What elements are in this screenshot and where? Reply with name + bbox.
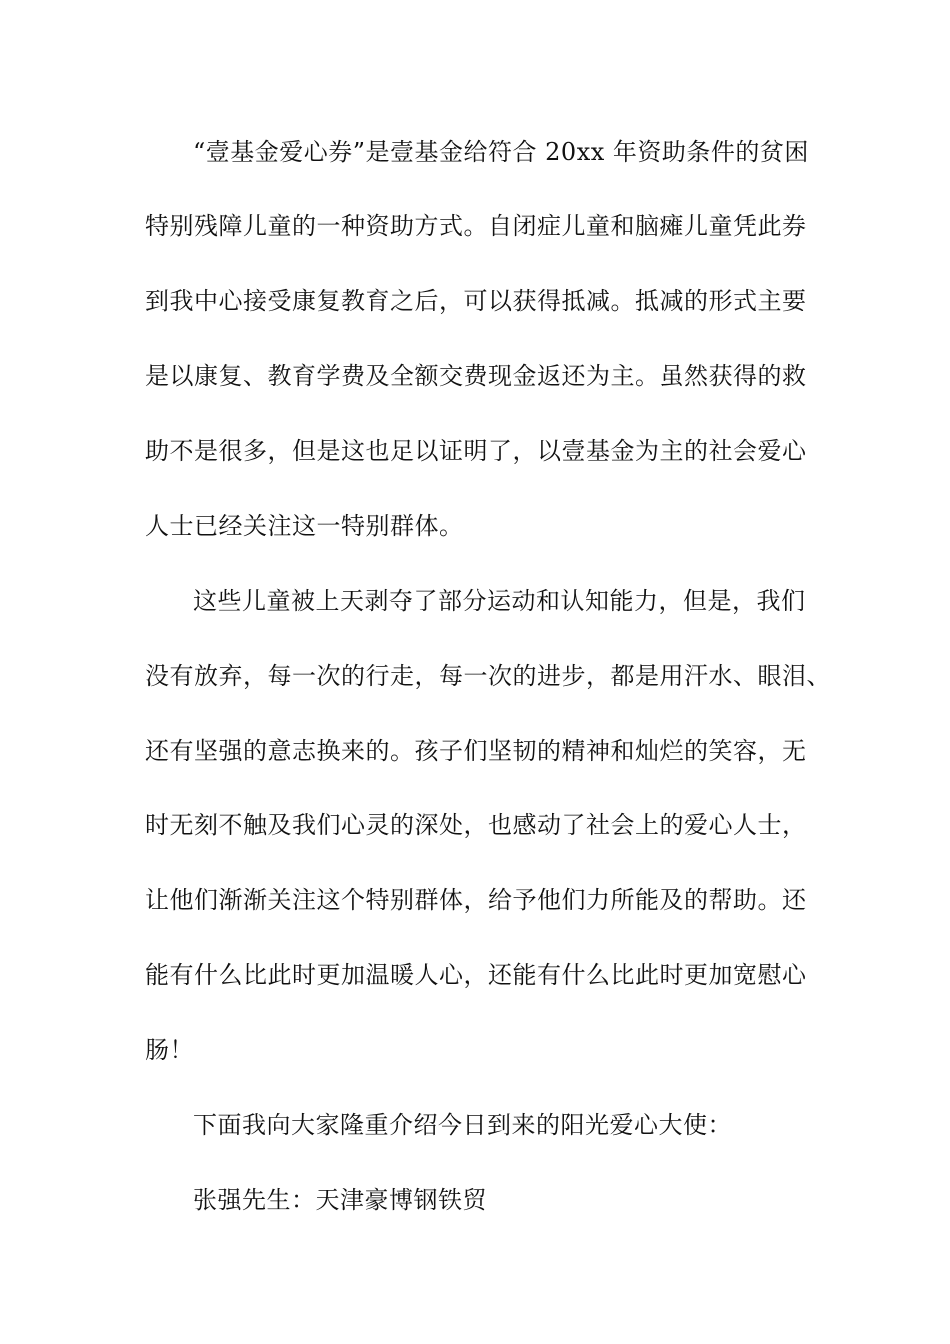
paragraph-2-line-3: 还有坚强的意志换来的。孩子们坚韧的精神和灿烂的笑容，无 [145,737,807,765]
paragraph-1-line-2: 特别残障儿童的一种资助方式。自闭症儿童和脑瘫儿童凭此券 [145,212,807,240]
paragraph-1-line-5: 助不是很多，但是这也足以证明了，以壹基金为主的社会爱心 [145,437,807,465]
paragraph-1-line-4: 是以康复、教育学费及全额交费现金返还为主。虽然获得的救 [145,362,807,390]
paragraph-1-line-1: “壹基金爱心券”是壹基金给符合 20xx 年资助条件的贫困 [193,138,809,166]
paragraph-1-line-6: 人士已经关注这一特别群体。 [145,512,464,540]
paragraph-3-line-1: 下面我向大家隆重介绍今日到来的阳光爱心大使： [193,1111,732,1139]
paragraph-4-line-1: 张强先生：天津豪博钢铁贸 [193,1186,487,1214]
paragraph-2-line-6: 能有什么比此时更加温暖人心，还能有什么比此时更加宽慰心 [145,961,807,989]
paragraph-2-line-2: 没有放弃，每一次的行走，每一次的进步，都是用汗水、眼泪、 [145,662,831,690]
paragraph-2-line-7: 肠！ [145,1036,194,1064]
paragraph-2-line-1: 这些儿童被上天剥夺了部分运动和认知能力，但是，我们 [193,587,806,615]
paragraph-2-line-4: 时无刻不触及我们心灵的深处，也感动了社会上的爱心人士， [145,811,807,839]
paragraph-1-line-3: 到我中心接受康复教育之后，可以获得抵减。抵减的形式主要 [145,287,807,315]
paragraph-2-line-5: 让他们渐渐关注这个特别群体，给予他们力所能及的帮助。还 [145,886,807,914]
